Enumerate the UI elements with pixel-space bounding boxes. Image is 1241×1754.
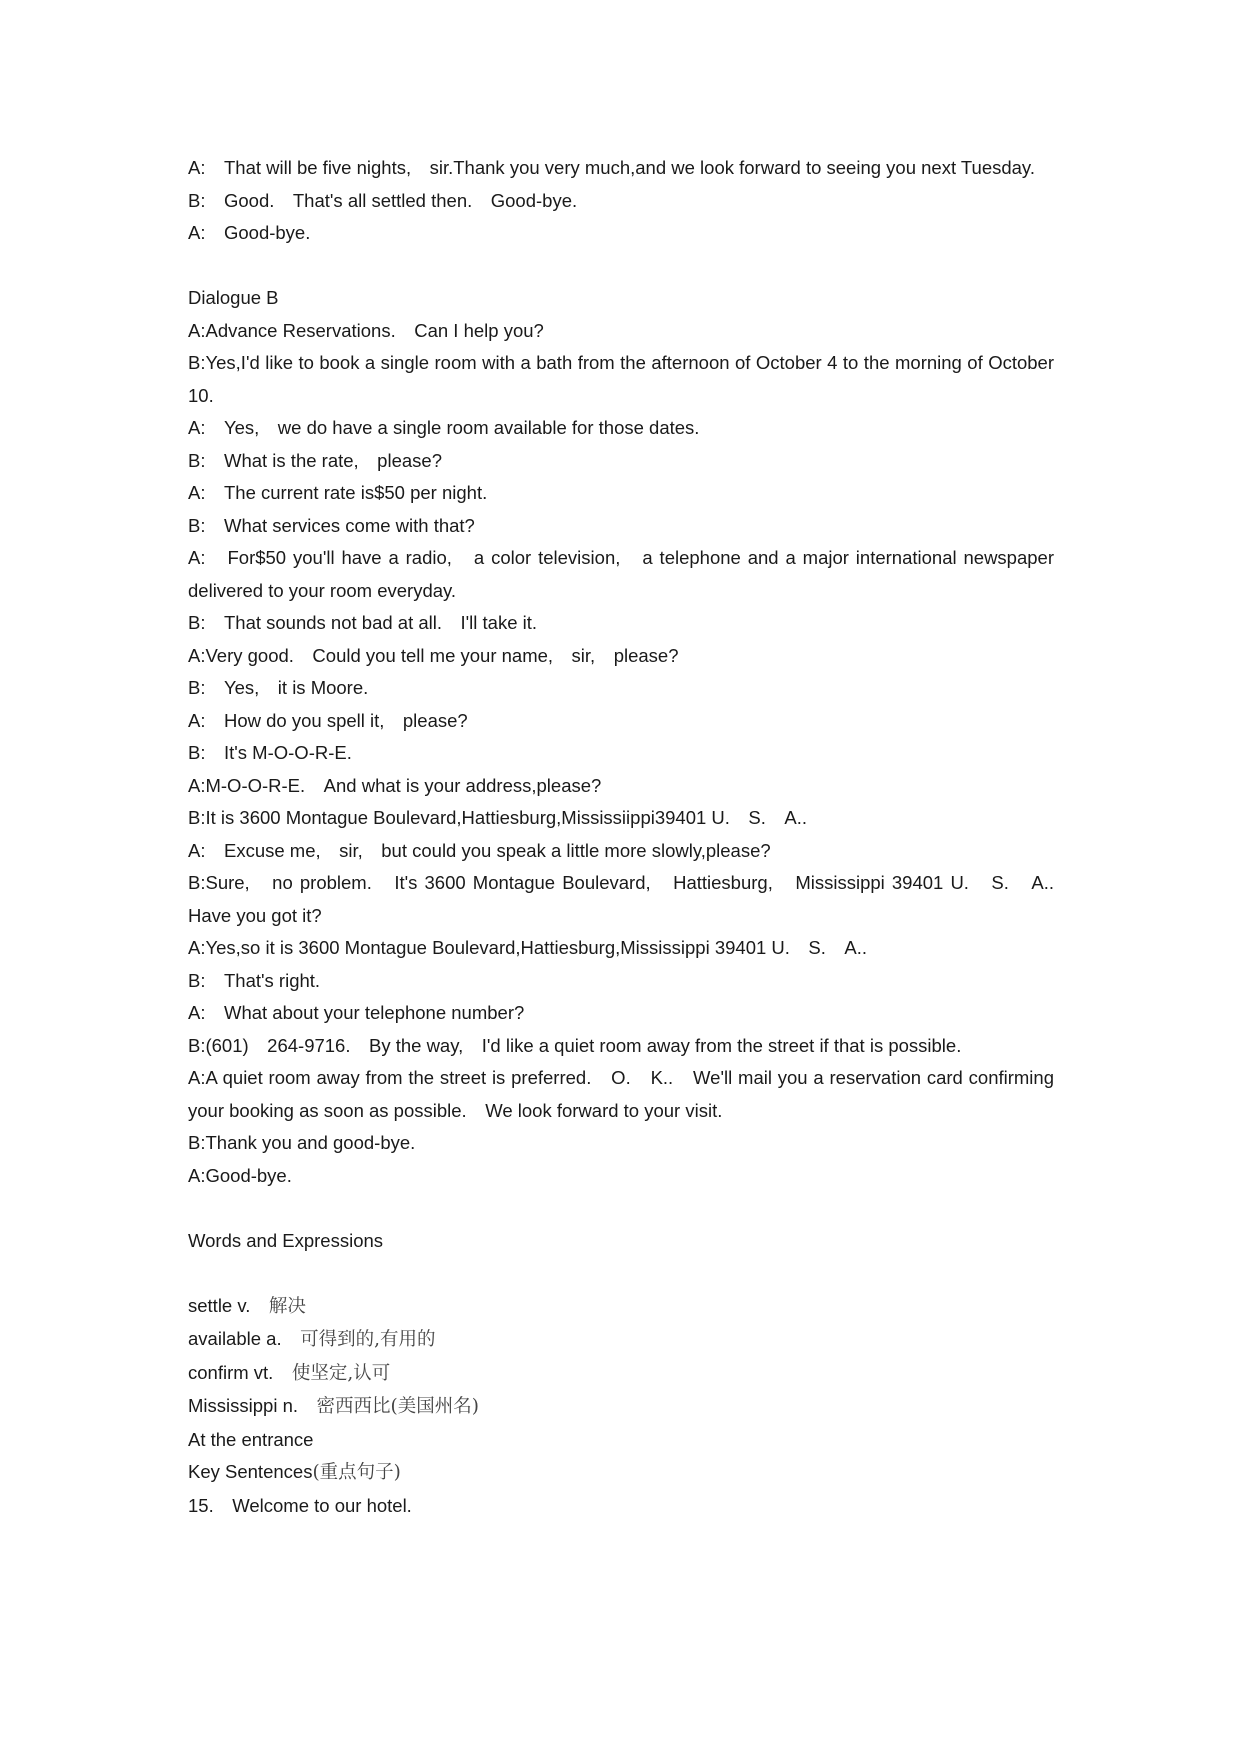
dialogue-b-line: A:M-O-O-R-E. And what is your address,please?	[188, 774, 602, 796]
dialogue-a-line: A: That will be five nights, sir.Thank you very much,and we look forward to seeing you next Tuesday.	[188, 157, 1035, 178]
dialogue-b-line: B:Sure, no problem. It's 3600 Montague Boulevard, Hattiesburg, Mississippi 39401 U. S. A.. Have you got it?	[188, 872, 1073, 926]
vocab-term: settle v.	[188, 1294, 251, 1316]
section-heading: At the entrance	[188, 1428, 314, 1450]
vocab-item	[188, 1290, 1054, 1324]
dialogue-b-line: B:Thank you and good-bye.	[188, 1132, 416, 1153]
vocab-item	[188, 1357, 1054, 1391]
dialogue-b-line: A:Advance Reservations. Can I help you?	[188, 319, 544, 341]
dialogue-b-line: B: That sounds not bad at all. I'll take it.	[188, 612, 538, 633]
dialogue-b-line: A: Yes, we do have a single room available for those dates.	[188, 417, 700, 438]
key-sentences-label: Key Sentences	[188, 1461, 313, 1482]
vocab-term: confirm vt.	[188, 1361, 274, 1383]
dialogue-b-line: A: The current rate is$50 per night.	[188, 482, 488, 503]
dialogue-b-line: B:(601) 264-9716. By the way, I'd like a quiet room away from the street if that is possible.	[188, 1034, 962, 1056]
dialogue-b-line: B: It's M-O-O-R-E.	[188, 742, 352, 763]
dialogue-b-line: A: For$50 you'll have a radio, a color television, a telephone and a major international newspaper delivered to your room everyday.	[188, 547, 1060, 601]
vocab-meaning: 密西西比(美国州名)	[316, 1396, 479, 1417]
spacer	[188, 1257, 1054, 1290]
vocab-meaning: 使坚定,认可	[291, 1362, 391, 1384]
dialogue-b-line: A: Excuse me, sir, but could you speak a little more slowly,please?	[188, 839, 771, 861]
dialogue-b-heading: Dialogue B	[188, 287, 279, 308]
dialogue-b-line: B:Yes,I'd like to book a single room with a bath from the afternoon of October 4 to the morning of October 10.	[188, 352, 1060, 406]
spacer	[188, 1192, 1054, 1225]
vocab-meaning: 解决	[268, 1295, 306, 1317]
vocab-item	[188, 1323, 1054, 1357]
document-page	[188, 152, 1073, 1522]
dialogue-b-line: B: What services come with that?	[188, 514, 475, 536]
vocab-term: available a.	[188, 1328, 282, 1349]
key-sentences-heading	[188, 1456, 1054, 1490]
dialogue-b-line: B: What is the rate, please?	[188, 449, 442, 471]
dialogue-b-line: A:Yes,so it is 3600 Montague Boulevard,Hattiesburg,Mississippi 39401 U. S. A..	[188, 937, 868, 958]
words-heading: Words and Expressions	[188, 1229, 384, 1251]
dialogue-a-line: A: Good-bye.	[188, 222, 311, 243]
vocab-meaning: 可得到的,有用的	[300, 1329, 436, 1350]
dialogue-b-line: A:Good-bye.	[188, 1164, 292, 1186]
vocab-term: Mississippi n.	[188, 1395, 298, 1416]
dialogue-a-line: B: Good. That's all settled then. Good-bye.	[188, 189, 578, 211]
key-sentence: 15. Welcome to our hotel.	[188, 1494, 412, 1516]
dialogue-b-line: A:A quiet room away from the street is preferred. O. K.. We'll mail you a reservation card confirming your booking as soon as possible. We look forward to your visit.	[188, 1067, 1060, 1121]
dialogue-b-line: A:Very good. Could you tell me your name, sir, please?	[188, 644, 679, 666]
dialogue-b-line: A: How do you spell it, please?	[188, 709, 468, 731]
key-sentences-label-cn: (重点句子)	[312, 1462, 401, 1483]
spacer	[188, 250, 1054, 283]
vocab-item	[188, 1390, 1054, 1424]
dialogue-b-line: B:It is 3600 Montague Boulevard,Hattiesburg,Mississiippi39401 U. S. A..	[188, 807, 808, 828]
dialogue-b-line: B: Yes, it is Moore.	[188, 677, 369, 698]
dialogue-b-line: A: What about your telephone number?	[188, 1002, 525, 1023]
dialogue-b-line: B: That's right.	[188, 969, 321, 991]
